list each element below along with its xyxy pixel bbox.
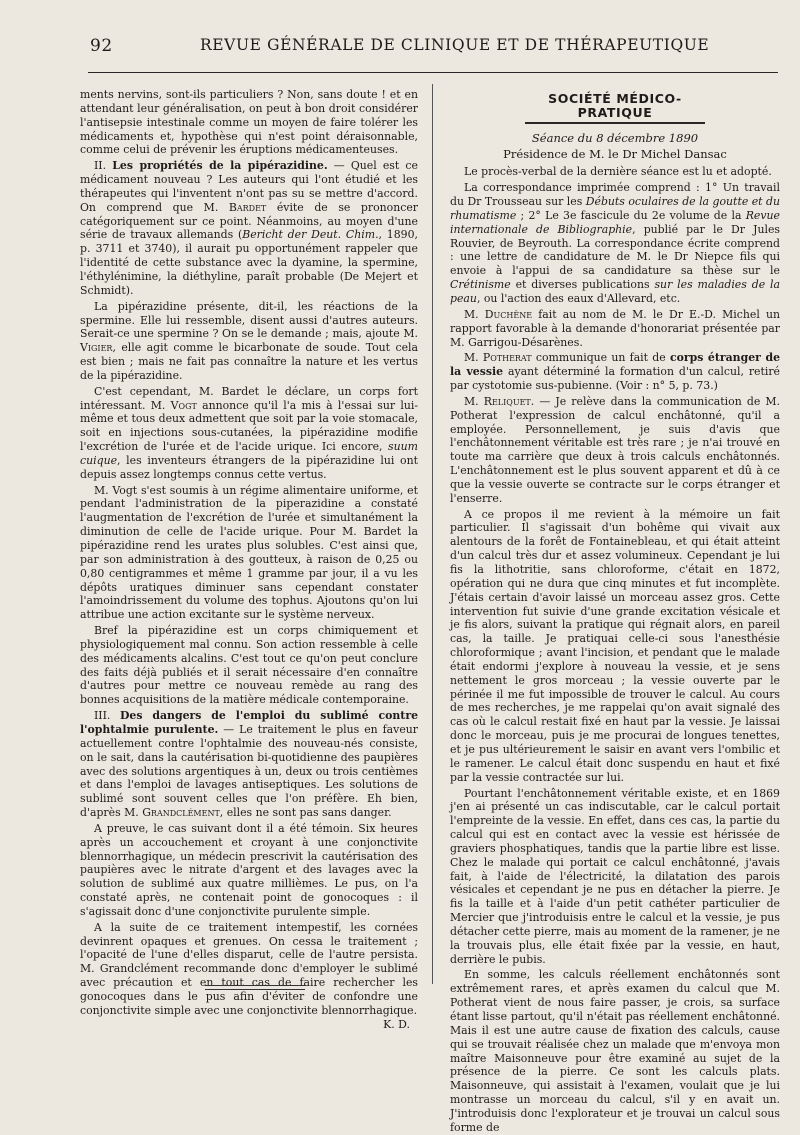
- header-rule: [88, 72, 778, 73]
- paragraph: C'est cependant, M. Bardet le déclare, un corps fort intéressant. M. Vogt annonce qu'il l'a mis à l'essai sur lui-même et tous deux admettent que soit par la voie stomacale, soit en injections sous-cutanées, la pipérazidine modifie l'excrétion de l'urée et de l'acide urique. Ici encore, suum cuique, les inventeurs étrangers de la pipérazidine lui ont depuis assez longtemps connus cette vertus.: [80, 384, 418, 481]
- left-column: [80, 88, 419, 1031]
- meeting-date: Séance du 8 décembre 1890: [531, 130, 699, 145]
- section-heading: SOCIÉTÉ MÉDICO-PRATIQUE: [525, 92, 705, 124]
- page-number: 92: [90, 36, 113, 56]
- section-number: III.: [94, 709, 111, 723]
- paragraph: La correspondance imprimée comprend : 1° Un travail du Dr Trousseau sur les Débuts oculaires de la goutte et du rhumatisme ; 2° Le 3e fascicule du 2e volume de la Revue internationale de Bibliographie, publié par le Dr Jules Rouvier, de Beyrouth. La correspondance écrite comprend : une lettre de candidature de M. le Dr Niepce fils qui envoie à l'appui de sa candidature sa thèse sur le Crétinisme et diverses publications sur les maladies de la peau, ou l'action des eaux d'Allevard, etc.: [450, 181, 780, 305]
- paragraph: En somme, les calculs réellement enchâtonnés sont extrêmement rares, et après examen du calcul que M. Potherat vient de nous faire passer, je crois, sa surface étant lisse partout, qu'il n'était pas réellement enchâtonné. Mais il est une autre cause de fixation des calculs, cause qui se trouvait réalisée chez un malade que m'envoya mon maître Maisonneuve pour être examiné au sujet de la présence de la pierre. Ce sont les calculs plats. Maisonneuve, qui assistait à l'examen, voulait que je lui montrasse un morceau du calcul, s'il y en avait un. J'introduisis donc l'explorateur et je trouvai un calcul sous forme de: [450, 968, 780, 1134]
- paragraph: Le procès-verbal de la dernière séance est lu et adopté.: [464, 165, 772, 179]
- paragraph: A preuve, le cas suivant dont il a été témoin. Six heures après un accouchement et croyant à une conjonctivite blennorrhagique, un médecin prescrivit la cautérisation des paupières avec le nitrate d'argent et des lavages avec la solution de sublimé aux quatre millièmes. Le pus, on l'a constaté après, ne contenait point de gonocoques : il s'agissait donc d'une conjonctivite purulente simple.: [80, 821, 418, 918]
- journal-title: REVUE GÉNÉRALE DE CLINIQUE ET DE THÉRAPEUTIQUE: [200, 36, 710, 54]
- paragraph: Pourtant l'enchâtonnement véritable existe, et en 1869 j'en ai présenté un cas indiscutable, car le calcul portait l'empreinte de la vessie. En effet, dans ces cas, la partie du calcul qui est en contact avec la vessie est hérissée de graviers phosphatiques, tandis que la partie libre est lisse. Chez le malade qui portait ce calcul enchâtonné, j'avais fait, à l'aide de l'électricité, la dilatation des parois vésicales et cependant je ne pus en détacher la pierre. Je fis la taille et à l'aide d'un petit cathéter particulier de Mercier que j'introduisis entre le calcul et la vessie, je pus détacher cette pierre, mais au moment de la ramener, je ne la trouvais plus, elle était fixée par la vessie, en haut, derrière le pubis.: [450, 786, 780, 966]
- section-title: Des dangers de l'emploi du sublimé contre l'ophtalmie purulente.: [80, 709, 419, 736]
- author-name: Bardet: [228, 200, 267, 214]
- paragraph: A ce propos il me revient à la mémoire un fait particulier. Il s'agissait d'un bohême qui vivait aux alentours de la forêt de Fontainebleau, et qui était atteint d'un calcul très dur et assez volumineux. Cependant je lui fis la lithotritie, sans chloroforme, c'était en 1872, opération qui ne dura que cinq minutes et fut incomplète. J'étais certain d'avoir laissé un morceau assez gros. Cette intervention fut suivie d'une grande excitation vésicale et je fis alors, suivant la pratique qui régnait alors, en pareil cas, la taille. Je pratiquai celle-ci sous l'anesthésie chloroformique ; avant l'incision, et pendant que le malade était endormi j'explore à nouveau la vessie, et je sens nettement le gros morceau ; la vessie ouverte par le périnée il me fut impossible de trouver le calcul. Au cours de mes recherches, je me rappelai qu'on avait signalé des cas où le calcul restait fixé en haut par la vessie. Je laissai donc le morceau, puis je me procurai de longues tenettes, et je pus ultérieurement le saisir en avant vers l'ombilic et le ramener. Le calcul était donc suspendu en haut et fixé par la vessie contractée sur lui.: [450, 507, 780, 784]
- right-column: [450, 88, 781, 1134]
- paragraph: ments nervins, sont-ils particuliers ? Non, sans doute ! et en attendant leur généralisation, on peut à bon droit considérer l'antisepsie intestinale comme un moyen de faire tolérer les médicaments et, hypothèse qui n'est point déraisonnable, comme celui de prévenir les éruptions médicamenteuses.: [80, 88, 418, 157]
- meeting-chair: Présidence de M. le Dr Michel Dansac: [503, 146, 727, 161]
- section-title: Les propriétés de la pipérazidine.: [112, 159, 328, 173]
- paragraph: M. Vogt s'est soumis à un régime alimentaire uniforme, et pendant l'administration de la piperazidine a constaté l'augmentation de l'excrétion de l'urée et simultanément la diminution de celle de l'acide urique. Pour M. Bardet la pipérazidine rend les urates plus solubles. C'est ainsi que, par son administration à des goutteux, à raison de 0,25 ou 0,80 centigrammes et même 1 gramme par jour, il a vu les dépôts uratiques diminuer sans cependant constater l'amoindrissement du volume des tophus. Ajoutons qu'on lui attribue une action excitante sur le système nerveux.: [80, 483, 418, 622]
- column-divider: [432, 84, 433, 984]
- paragraph: M. Potherat communique un fait de corps étranger de la vessie ayant déterminé la formation d'un calcul, retiré par cystotomie sus-pubienne. (Voir : n° 5, p. 73.): [450, 351, 781, 393]
- end-of-article-rule: [205, 985, 305, 990]
- signature: K. D.: [383, 1017, 410, 1031]
- paragraph: Bref la pipérazidine est un corps chimiquement et physiologiquement mal connu. Son action ressemble à celle des médicaments alcalins. C'est tout ce qu'on peut conclure des faits déjà publiés et il serait nécessaire d'en connaître d'autres pour mettre ce nouveau remède au rang des bonnes acquisitions de la matière médicale contemporaine.: [80, 624, 418, 707]
- paragraph: M. Duchêne fait au nom de M. le Dr E.-D. Michel un rapport favorable à la demande d'honorariat présentée par M. Garrigou-Désarènes.: [450, 307, 780, 349]
- paragraph: M. Reliquet. — Je relève dans la communication de M. Potherat l'expression de calcul enchâtonné, qu'il a employée. Personnellement, je suis d'avis que l'enchâtonnement véritable est très rare ; je n'ai trouvé en toute ma carrière que deux à trois calculs enchâtonnés. L'enchâtonnement est le plus souvent apparent et dû à ce que la vessie ouverte se contracte sur le corps étranger et l'enserre.: [450, 394, 781, 505]
- paragraph: A la suite de ce traitement intempestif, les cornées devinrent opaques et grenues. On cessa le traitement ; l'opacité de l'une d'elles disparut, celle de l'autre persista. M. Grandclément recommande donc d'employer le sublimé avec précaution et en tout cas de faire rechercher les gonocoques dans le pus afin d'éviter de confondre une conjonctivite simple avec une conjonctivite blennorrhagique. K. D.: [80, 920, 418, 1031]
- citation: Bericht der Deut. Chim.: [242, 228, 379, 242]
- paragraph: La pipérazidine présente, dit-il, les réactions de la spermine. Elle lui ressemble, disent aussi d'autres auteurs. Serait-ce une spermine ? On se le demande ; mais, ajoute M. Vigier, elle agit comme le bicarbonate de soude. Tout cela est bien ; mais ne fait pas connaître la nature et les vertus de la pipérazidine.: [80, 299, 418, 382]
- section-iii-paragraph: III. Des dangers de l'emploi du sublimé contre l'ophtalmie purulente. — Le traitement le plus en faveur actuellement contre l'ophtalmie des nouveau-nés consiste, on le sait, dans la cautérisation bi-quotidienne des paupières avec des solutions argentiques à un, deux ou trois centièmes et dans l'emploi de lavages antiseptiques. Les solutions de sublimé sont souvent celles que l'on préfère. Eh bien, d'après M. Grandclément, elles ne sont pas sans danger.: [80, 709, 419, 820]
- section-ii-paragraph: II. Les propriétés de la pipérazidine. — Quel est ce médicament nouveau ? Les auteurs qui l'ont étudié et les thérapeutes qui l'inventent n'ont pas su se mettre d'accord. On comprend que M. Bardet évite de se prononcer catégoriquement sur ce point. Néanmoins, au moyen d'une série de travaux allemands (Bericht der Deut. Chim., 1890, p. 3711 et 3740), il aurait pu opportunément rappeler que l'identité de cette substance avec la dyamine, la spermine, l'éthylénimine, la diéthyline, paraît probable (De Mejert et Schmidt).: [80, 159, 418, 297]
- section-number: II.: [94, 159, 107, 173]
- running-header: [0, 30, 800, 64]
